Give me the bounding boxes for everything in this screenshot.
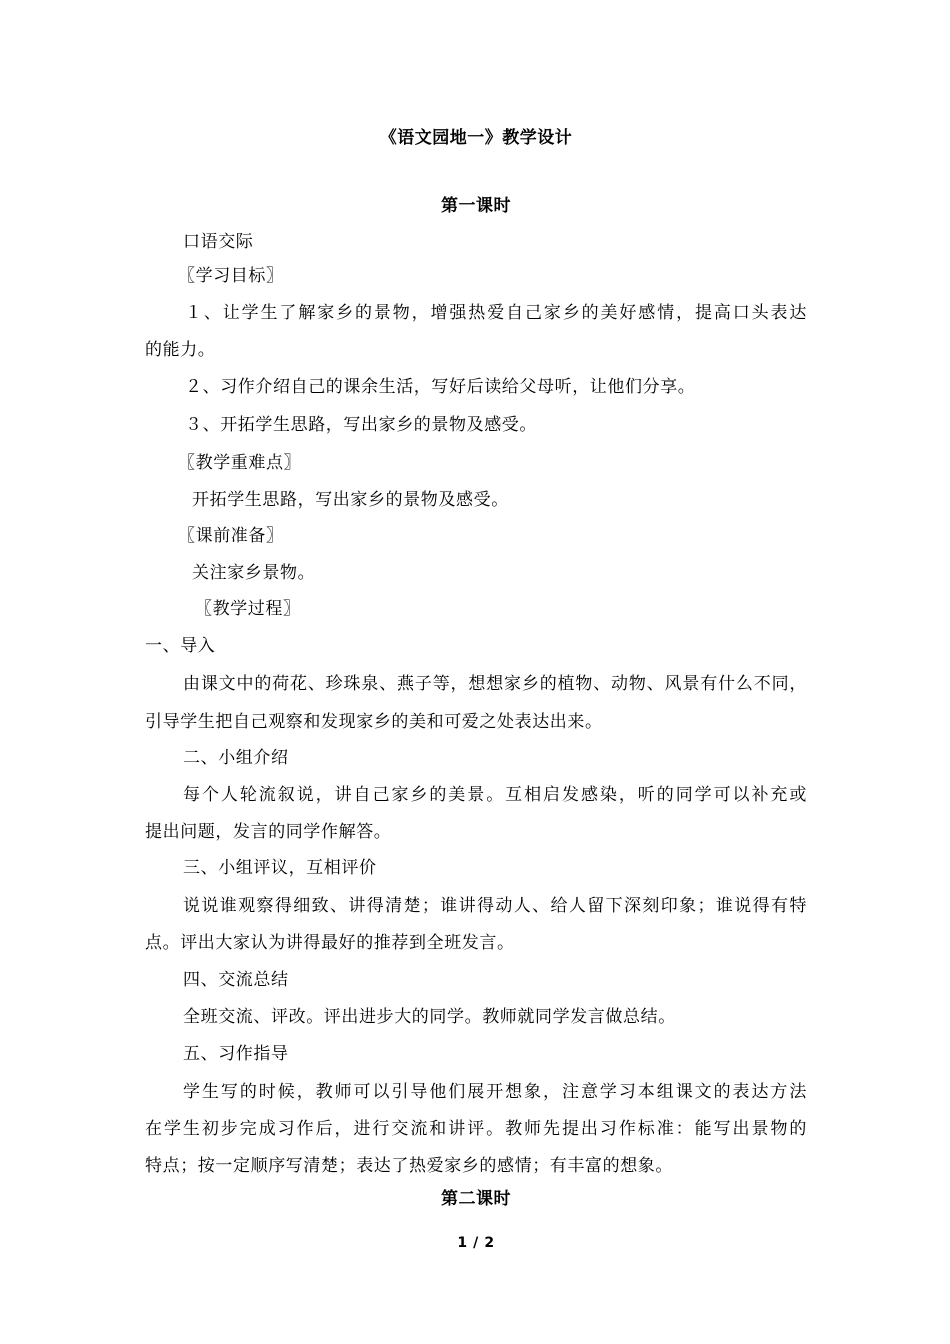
step-1-line-2: 引导学生把自己观察和发现家乡的美和可爱之处表达出来。 bbox=[145, 712, 603, 732]
step-5-heading: 五、习作指导 bbox=[183, 1044, 289, 1064]
section1-heading: 第一课时 bbox=[441, 196, 511, 216]
goal-3: ３、开拓学生思路，写出家乡的景物及感受。 bbox=[185, 415, 537, 435]
step-4-heading: 四、交流总结 bbox=[183, 970, 289, 990]
step-3-line-2: 点。评出大家认为讲得最好的推荐到全班发言。 bbox=[145, 933, 515, 953]
topic-label: 口语交际 bbox=[183, 232, 254, 252]
preparation-text: 关注家乡景物。 bbox=[192, 563, 316, 583]
step-2-heading: 二、小组介绍 bbox=[183, 748, 289, 768]
step-1-heading: 一、导入 bbox=[145, 636, 216, 656]
step-5-line-1: 学生写的时候，教师可以引导他们展开想象，注意学习本组课文的表达方法 bbox=[183, 1082, 807, 1102]
learning-goals-heading: 〖学习目标〗 bbox=[178, 266, 284, 286]
step-3-line-1: 说说谁观察得细致、讲得清楚；谁讲得动人、给人留下深刻印象；谁说得有特 bbox=[183, 896, 807, 916]
step-2-line-2: 提出问题，发言的同学作解答。 bbox=[145, 822, 392, 842]
step-5-line-2: 在学生初步完成习作后，进行交流和讲评。教师先提出习作标准：能写出景物的 bbox=[145, 1119, 807, 1139]
step-1-line-1: 由课文中的荷花、珍珠泉、燕子等，想想家乡的植物、动物、风景有什么不同， bbox=[183, 674, 807, 694]
key-points-text: 开拓学生思路，写出家乡的景物及感受。 bbox=[192, 490, 509, 510]
goal-1-line-1: １、让学生了解家乡的景物，增强热爱自己家乡的美好感情，提高口头表达 bbox=[185, 303, 807, 323]
step-3-heading: 三、小组评议，互相评价 bbox=[183, 858, 377, 878]
goal-1-line-2: 的能力。 bbox=[145, 340, 216, 360]
step-4-line-1: 全班交流、评改。评出进步大的同学。教师就同学发言做总结。 bbox=[183, 1007, 676, 1027]
step-2-line-1: 每个人轮流叙说，讲自己家乡的美景。互相启发感染，听的同学可以补充或 bbox=[183, 785, 807, 805]
section2-heading: 第二课时 bbox=[441, 1189, 511, 1209]
goal-2: ２、习作介绍自己的课余生活，写好后读给父母听，让他们分享。 bbox=[185, 377, 696, 397]
document-title: 《语文园地一》教学设计 bbox=[379, 128, 573, 148]
step-5-line-3: 特点；按一定顺序写清楚；表达了热爱家乡的感情；有丰富的想象。 bbox=[145, 1156, 673, 1176]
page-number: 1 / 2 bbox=[457, 1235, 495, 1251]
key-points-heading: 〖教学重难点〗 bbox=[178, 453, 302, 473]
preparation-heading: 〖课前准备〗 bbox=[178, 526, 284, 546]
process-heading: 〖教学过程〗 bbox=[195, 599, 301, 619]
